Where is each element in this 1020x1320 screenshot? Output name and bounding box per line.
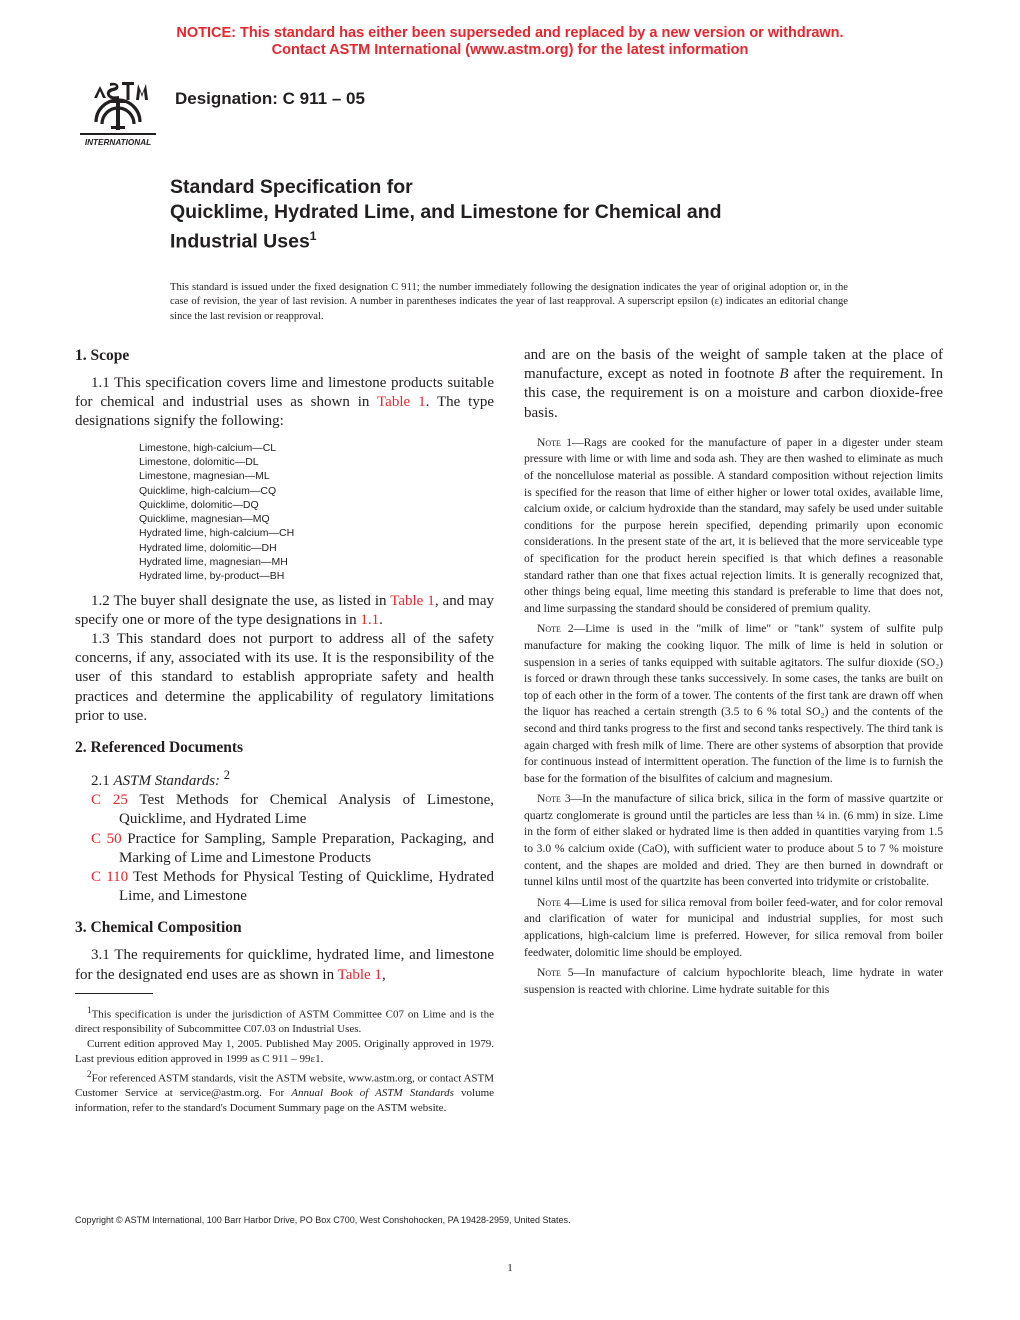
note-text: —Rags are cooked for the manufacture of paper in a digester under steam pressure with lime or with lime and soda ash. They are then washed to eliminate as much of the noncellulose material as possible. A standard composition without rejection limits is specified for the reason that lime of either higher or lower total oxides, available lime, calcium oxide, or calcium hydroxide than the standard, may safely be used under suitable conditions for the purpose herein specified, depending primarily upon economic considerations. In the present state of the art, it is believed that the more serviceable type of specification for the product herein specified is that which defines a reasonable standard rather than one that fixes actual rejection limits. It is generally recognized that, other things being equal, lime meeting this standard is preferable to lime that does not, and lime surpassing the standard should be considered of premium quality. (524, 435, 943, 615)
footnote-marker: 1 (87, 1005, 92, 1015)
list-item: Quicklime, dolomitic—DQ (139, 498, 259, 511)
scope-1-1-text: 1.1 This specification covers lime and limestone products suitable for chemical and industrial uses as shown in (75, 375, 494, 411)
type-designation-list (139, 441, 494, 584)
note-2 (524, 621, 943, 787)
note-text: —Lime is used for silica removal from boiler feed-water, and for color removal and clarification of water for municipal and industrial supplies, for most such applications, high-calcium lime is preferred. However, for silica removal from boiler feedwater, dolomitic lime should be employed. (524, 895, 943, 959)
footnote-text: This specification is under the jurisdiction of ASTM Committee C07 on Lime and is the direct responsibility of Subcommittee C07.03 on Industrial Uses. (75, 1008, 494, 1036)
note-label: Note 4 (537, 895, 570, 909)
footnote-1 (75, 1003, 494, 1037)
footnote-letter: B (779, 366, 789, 383)
list-item: Limestone, magnesian—ML (139, 470, 270, 483)
list-item: Limestone, high-calcium—CL (139, 441, 277, 454)
title-footnote-ref[interactable]: 1 (309, 229, 317, 243)
title-line-1: Standard Specification for (170, 176, 413, 198)
note-1 (524, 435, 943, 618)
scope-1-1 (75, 374, 494, 432)
list-item: Hydrated lime, magnesian—MH (139, 555, 288, 568)
right-column (524, 346, 943, 1002)
footnote-marker: 2 (87, 1068, 92, 1079)
footnote-text: For referenced ASTM standards, visit the ASTM website, www.astm.org, or contact ASTM Customer Service at service@astm.org. For (75, 1072, 494, 1100)
list-item: Limestone, dolomitic—DL (139, 455, 259, 468)
note-text: —In the manufacture of silica brick, silica in the form of massive quartzite or quartz conglomerate is ground until the particles are less than ¼ in. (6 mm) in size. Lime in the form of either slaked or hydrated lime is then added in quantities varying from 1.5 to 3.0 % calcium oxide (CaO), with sufficient water to produce about 5 to 7 % moisture content, and the shapes are molded and dried. They are then burned in downdraft or tunnel kilns until most of the quartzite has been converted into tridymite or cristobalite. (524, 792, 943, 889)
left-column (75, 346, 494, 985)
section-heading-referenced-documents: 2. Referenced Documents (75, 739, 244, 756)
note-5 (524, 965, 943, 998)
list-item: Hydrated lime, dolomitic—DH (139, 541, 277, 554)
footnotes (75, 1003, 494, 1116)
reference-item (91, 868, 494, 906)
table-1-link[interactable]: Table 1 (337, 966, 382, 983)
reference-item (91, 791, 494, 829)
reference-title: Test Methods for Physical Testing of Quicklime, Hydrated Lime, and Limestone (119, 869, 495, 905)
footnote-emphasis: Annual Book of ASTM Standards (291, 1087, 454, 1100)
footnote-divider (75, 993, 153, 994)
table-1-link[interactable]: Table 1 (377, 394, 426, 411)
list-item: Hydrated lime, high-calcium—CH (139, 527, 295, 540)
footnote-1-edition: Current edition approved May 1, 2005. Published May 2005. Originally approved in 1979. Last previous edition approved in 1999 as C 911 – 99ε1. (75, 1038, 494, 1066)
list-item: Quicklime, magnesian—MQ (139, 513, 270, 526)
reference-link[interactable]: C 25 (91, 792, 128, 809)
reference-link[interactable]: C 110 (91, 869, 129, 886)
section-heading-scope: 1. Scope (75, 347, 130, 364)
title-line-2: Quicklime, Hydrated Lime, and Limestone for Chemical and (170, 200, 722, 223)
designation: Designation: C 911 – 05 (175, 89, 365, 108)
scope-1-2 (75, 592, 494, 630)
note-3 (524, 791, 943, 891)
section-heading-chemical-composition: 3. Chemical Composition (75, 919, 242, 937)
continued-tail: after the requirement. In this case, the requirement is on a moisture and carbon dioxide-free basis. (524, 366, 944, 421)
note-label: Note 3 (537, 792, 571, 806)
chemical-3-1-tail: , (381, 966, 386, 983)
note-label: Note 2 (537, 622, 574, 636)
issuance-statement: This standard is issued under the fixed designation C 911; the number immediately following the designation indicates the year of original adoption or, in the case of revision, the year of last revision. A number in parentheses indicates the year of last reapproval. A superscript epsilon (ε) indicates an editorial change since the last revision or reapproval. (170, 281, 848, 322)
scope-1-3: 1.3 This standard does not purport to address all of the safety concerns, if any, associated with its use. It is the responsibility of the user of this standard to establish appropriate safety and health practices and determine the applicability of regulatory limitations prior to use. (75, 630, 494, 724)
reference-link[interactable]: C 50 (91, 830, 122, 847)
note-text: —Lime is used in the "milk of lime" or "tank" system of sulfite pulp manufacture for making the cooking liquor. The milk of lime is held in solution or suspension in a series of tanks equipped with suitable agitators. The sulfur dioxide (SO₂) is forced or drawn through these tanks successively. In some cases, the tanks are built on top of each other in the form of a tower. The contents of the first tank are drawn off when the liquor has reached a certain strength (3.5 to 6 % total SO₂) and the contents of the second and third tanks progress to the first and second tanks respectively. The third tank is again charged with fresh milk of lime. There are other systems of absorption that provide for continuous instead of intermittent operation. The function of the lime is to furnish the base for the formation of the bisulfites of calcium and magnesium. (524, 622, 943, 785)
title-line-3-text: Industrial Uses (170, 230, 310, 253)
note-label: Note 5 (537, 966, 574, 980)
scope-1-2-text: 1.2 The buyer shall designate the use, as listed in (91, 592, 391, 609)
scope-1-1-tail: . The type designations signify the following: (75, 394, 495, 430)
title-line-3 (170, 224, 930, 254)
page-title (170, 175, 930, 254)
footnote-ref-2[interactable]: 2 (223, 768, 231, 782)
note-label: Note 1 (537, 435, 572, 449)
scope-1-2-mid: , and may specify one or more of the type designations in (75, 592, 495, 628)
list-item: Hydrated lime, by-product—BH (139, 570, 285, 583)
notice-line-2: Contact ASTM International (www.astm.org) for the latest information (271, 42, 749, 58)
reference-title: Test Methods for Chemical Analysis of Limestone, Quicklime, and Hydrated Lime (119, 792, 494, 828)
reference-item (91, 830, 494, 868)
chemical-3-1-continued (524, 346, 943, 423)
astm-logo (76, 78, 160, 150)
logo-text: INTERNATIONAL (84, 138, 152, 147)
footnote-tail: volume information, refer to the standard's Document Summary page on the ASTM website. (75, 1087, 495, 1115)
note-4 (524, 895, 943, 961)
subheading-label: ASTM Standards: (113, 773, 221, 789)
section-1-1-link[interactable]: 1.1 (360, 611, 380, 628)
chemical-3-1 (75, 946, 494, 984)
page-number: 1 (507, 1262, 513, 1274)
chemical-3-1-text: 3.1 The requirements for quicklime, hydrated lime, and limestone for the designated end uses are as shown in (75, 947, 494, 983)
astm-standards-subheading (75, 766, 494, 791)
copyright-line: Copyright © ASTM International, 100 Barr Harbor Drive, PO Box C700, West Conshohocken, PA 19428-2959, United States. (75, 1215, 571, 1225)
footnote-2 (75, 1067, 494, 1116)
scope-1-2-tail: . (379, 611, 383, 628)
list-item: Quicklime, high-calcium—CQ (139, 484, 277, 497)
table-1-link[interactable]: Table 1 (390, 592, 435, 609)
continued-text: and are on the basis of the weight of sample taken at the place of manufacture, except as noted in footnote (524, 347, 943, 383)
note-text: —In manufacture of calcium hypochlorite bleach, lime hydrate in water suspension is reacted with chlorine. Lime hydrate suitable for this (524, 966, 943, 996)
subheading-number: 2.1 (91, 773, 114, 789)
supersession-notice (0, 25, 1020, 59)
notice-line-1: NOTICE: This standard has either been superseded and replaced by a new version or withdrawn. (176, 25, 844, 41)
reference-title: Practice for Sampling, Sample Preparation, Packaging, and Marking of Lime and Limestone Products (119, 830, 494, 866)
